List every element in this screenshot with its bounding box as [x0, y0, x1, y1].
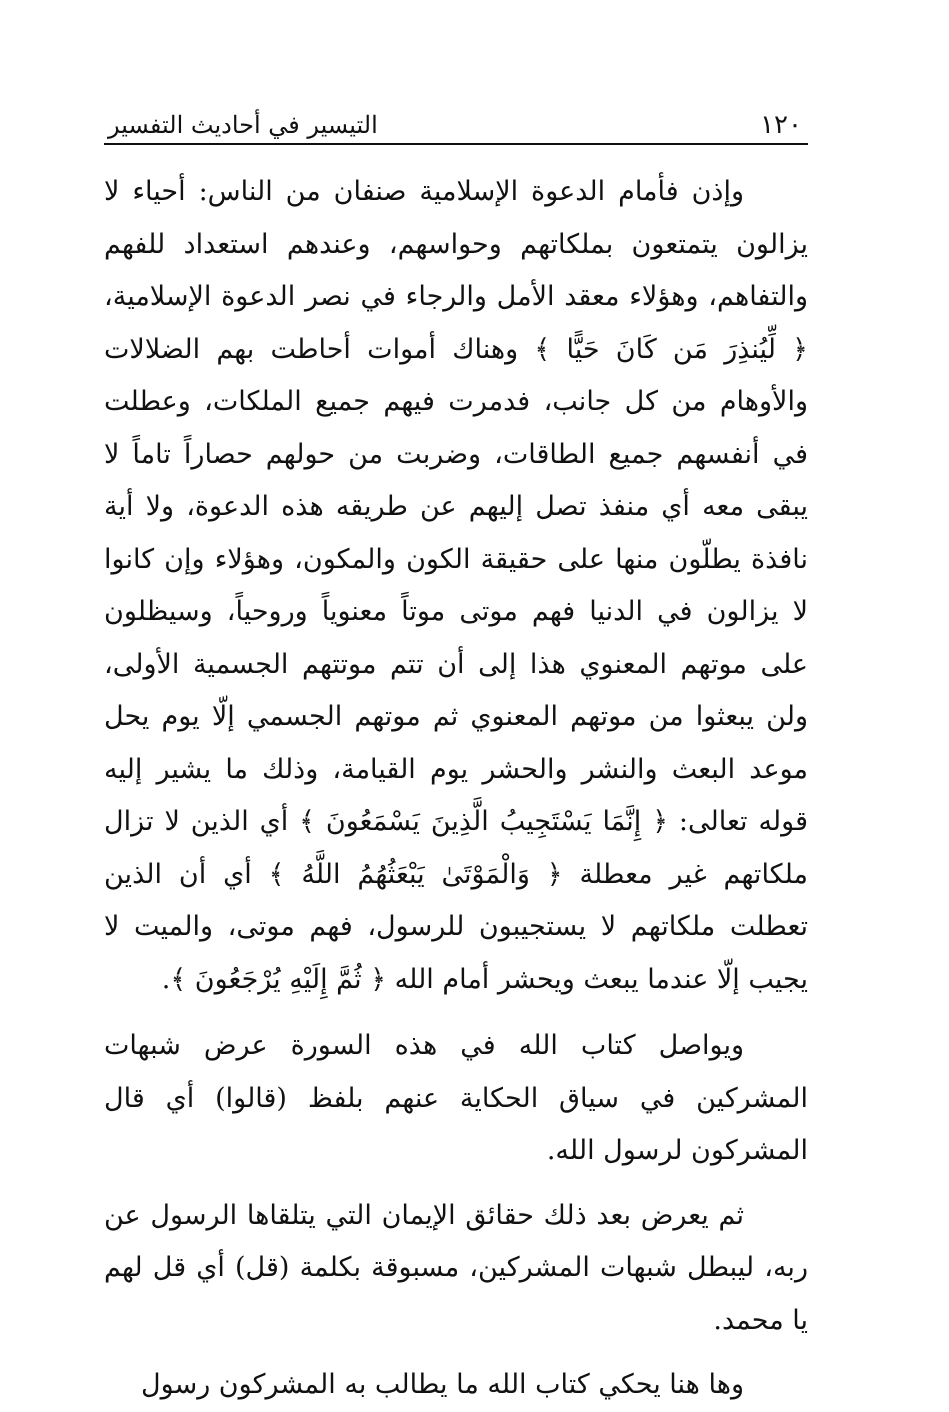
- paragraph: وإذن فأمام الدعوة الإسلامية صنفان من الناس: أحياء لا يزالون يتمتعون بملكاتهم وحواسهم، وعندهم استعداد للفهم والتفاهم، وهؤلاء معقد الأمل والرجاء في نصر الدعوة الإسلامية، ﴿ لِّيُنذِرَ مَن كَانَ حَيًّا ﴾ وهناك أموات أحاطت بهم الضلالات والأوهام من كل جانب، فدمرت فيهم جميع الملكات، وعطلت في أنفسهم جميع الطاقات، وضربت من حولهم حصاراً تاماً لا يبقى معه أي منفذ تصل إليهم عن طريقه هذه الدعوة، ولا أية نافذة يطلّون منها على حقيقة الكون والمكون، وهؤلاء وإن كانوا لا يزالون في الدنيا فهم موتى موتاً معنوياً وروحياً، وسيظلون على موتهم المعنوي هذا إلى أن تتم موتتهم الجسمية الأولى، ولن يبعثوا من موتهم المعنوي ثم موتهم الجسمي إلّا يوم يحل موعد البعث والنشر والحشر يوم القيامة، وذلك ما يشير إليه قوله تعالى: ﴿ إِنَّمَا يَسْتَجِيبُ الَّذِينَ يَسْمَعُونَ ﴾ أي الذين لا تزال ملكاتهم غير معطلة ﴿ وَالْمَوْتَىٰ يَبْعَثُهُمُ اللَّهُ ﴾ أي أن الذين تعطلت ملكاتهم لا يستجيبون للرسول، فهم موتى، والميت لا يجيب إلّا عندما يبعث ويحشر أمام الله ﴿ ثُمَّ إِلَيْهِ يُرْجَعُونَ ﴾.: [104, 176, 808, 995]
- paragraph: ثم يعرض بعد ذلك حقائق الإيمان التي يتلقاها الرسول عن ربه، ليبطل شبهات المشركين، مسبوقة بكلمة (قل) أي قل لهم يا محمد.: [104, 1199, 808, 1336]
- body-text: [104, 166, 808, 1412]
- page-header: [104, 100, 808, 140]
- page-number: ١٢٠: [760, 110, 802, 140]
- paragraph: وها هنا يحكي كتاب الله ما يطالب به المشركون رسول: [141, 1369, 744, 1400]
- header-rule: [104, 143, 808, 145]
- paragraph: ويواصل كتاب الله في هذه السورة عرض شبهات المشركين في سياق الحكاية عنهم بلفظ (قالوا) أي قال المشركون لرسول الله.: [104, 1030, 808, 1166]
- running-title: التيسير في أحاديث التفسير: [108, 111, 378, 139]
